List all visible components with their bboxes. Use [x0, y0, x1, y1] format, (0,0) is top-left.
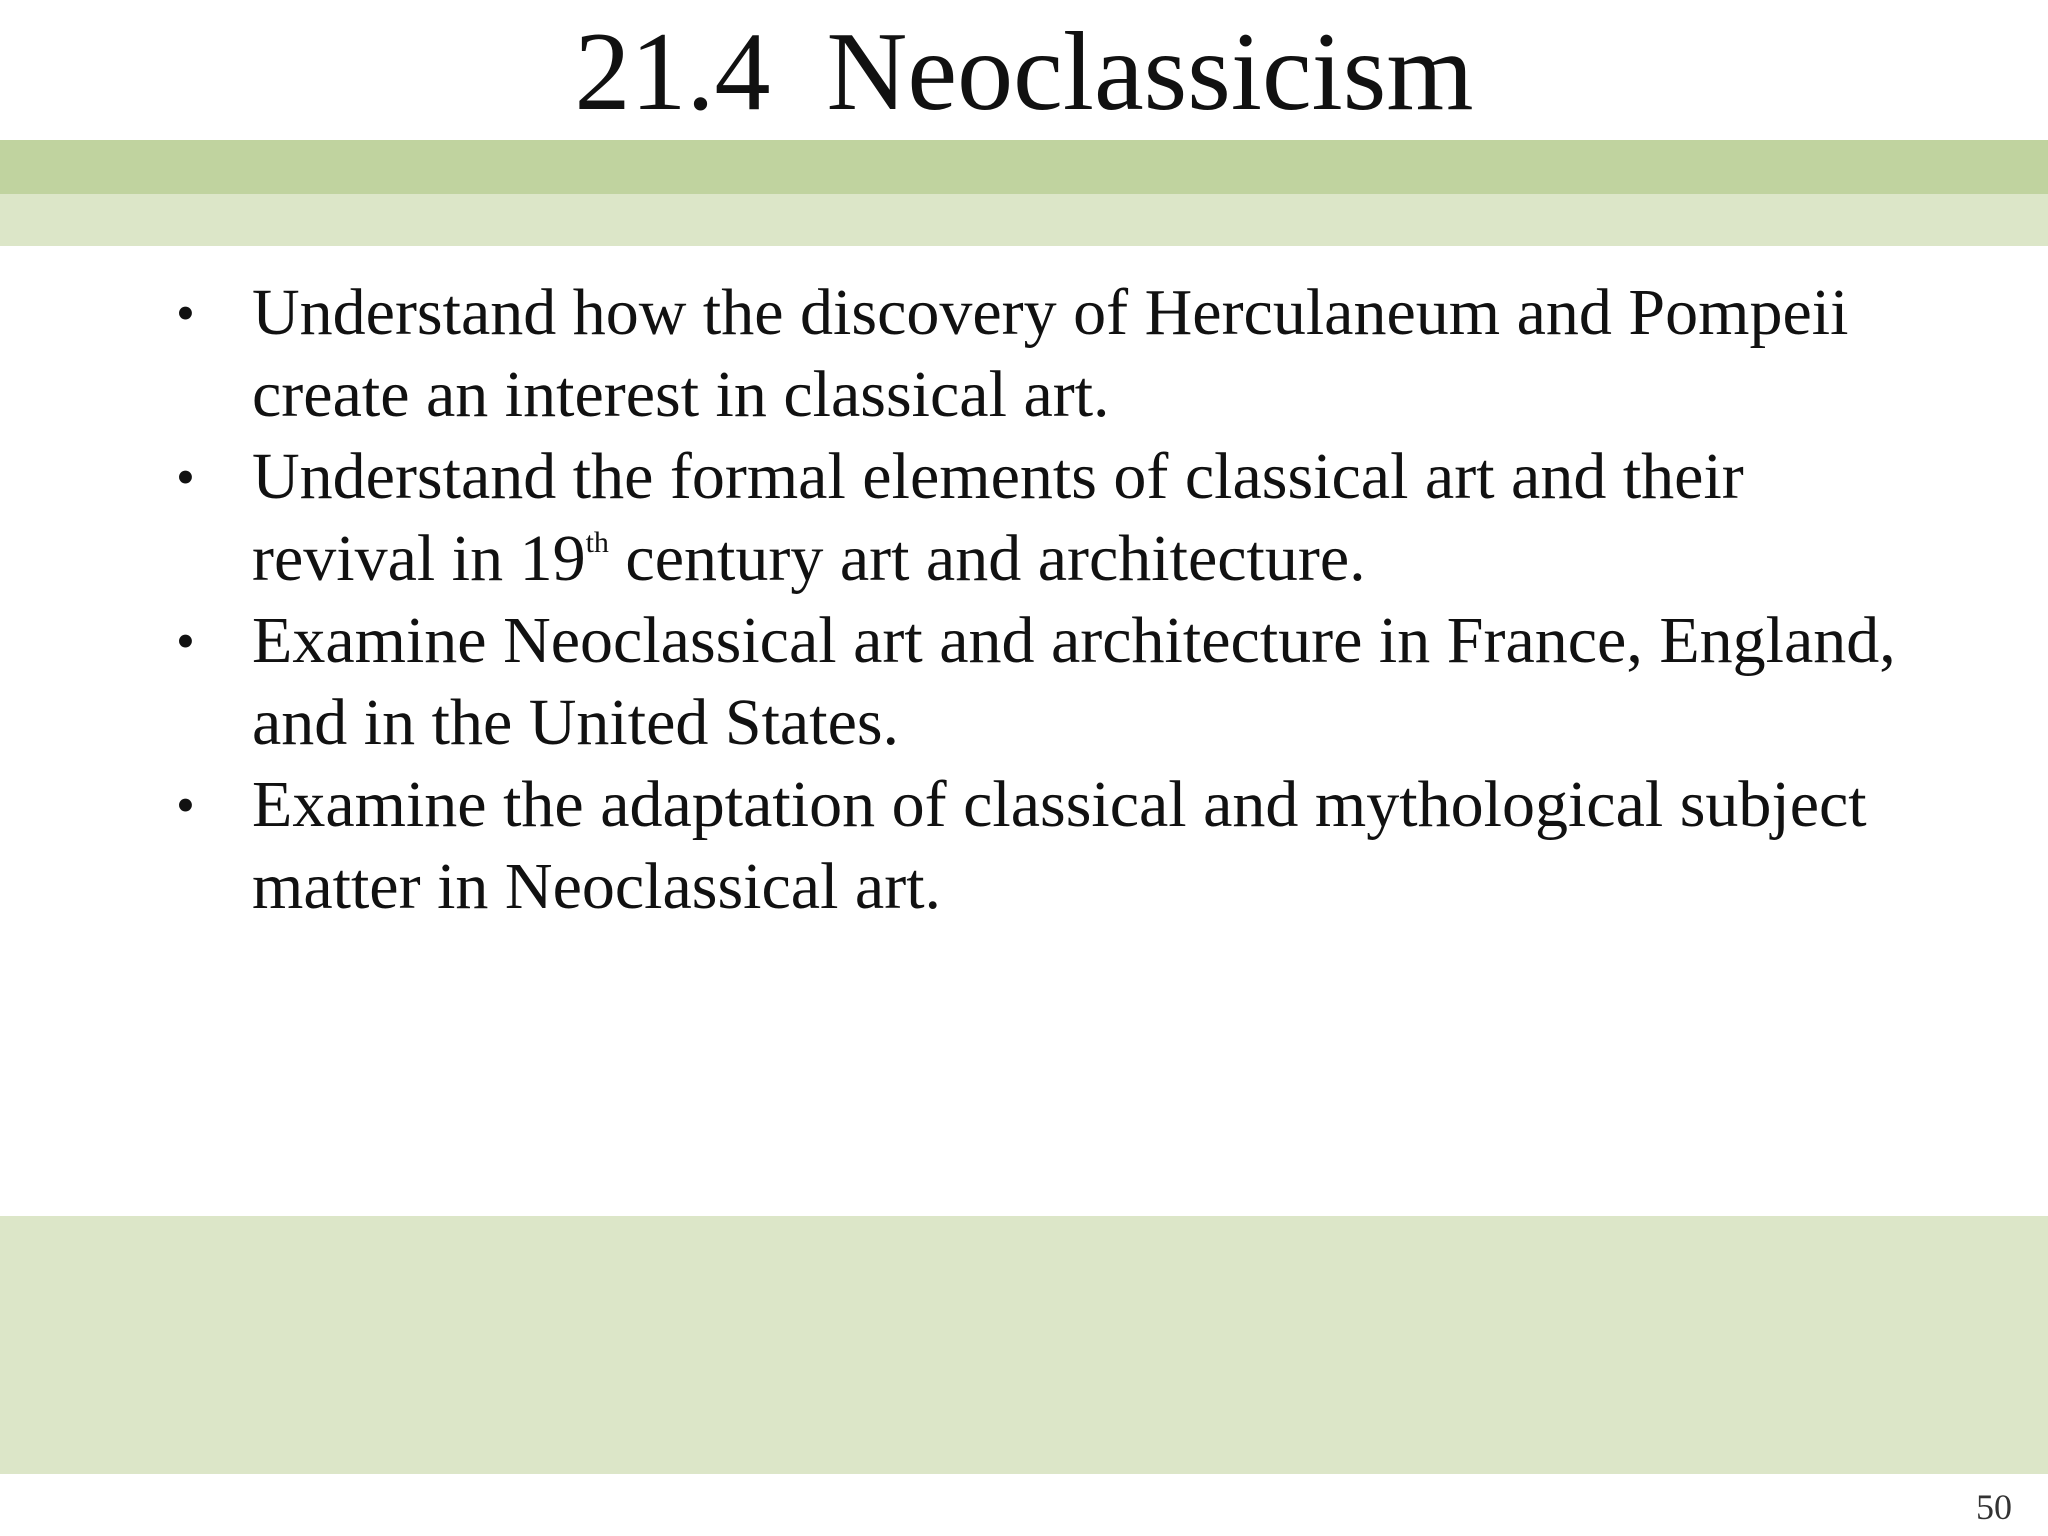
objective-item — [160, 600, 1900, 764]
objective-item — [160, 436, 1900, 600]
objective-text: Examine Neoclassical art and architecture in France, England, and in the United States. — [252, 604, 1896, 759]
footer-band — [0, 1216, 2048, 1474]
objective-item — [160, 272, 1900, 436]
bullet-icon: • — [176, 283, 195, 343]
objective-text: Examine the adaptation of classical and mythological subject matter in Neoclassical art. — [252, 768, 1867, 923]
objective-text-before: Understand the formal elements of classical art and their revival in 19 — [252, 440, 1744, 595]
page-number: 50 — [1976, 1487, 2012, 1527]
ordinal-superscript: th — [585, 526, 609, 559]
bullet-icon: • — [176, 775, 195, 835]
objective-item — [160, 764, 1900, 928]
objectives-list — [160, 272, 1900, 928]
header-band-dark — [0, 140, 2048, 194]
objective-text-after: century art and architecture. — [608, 522, 1366, 595]
bullet-icon: • — [176, 447, 195, 507]
slide-title: 21.4 Neoclassicism — [574, 10, 1474, 134]
header-band-light — [0, 194, 2048, 246]
objective-text: Understand how the discovery of Herculaneum and Pompeii create an interest in classical art. — [252, 276, 1849, 431]
bullet-icon: • — [176, 611, 195, 671]
